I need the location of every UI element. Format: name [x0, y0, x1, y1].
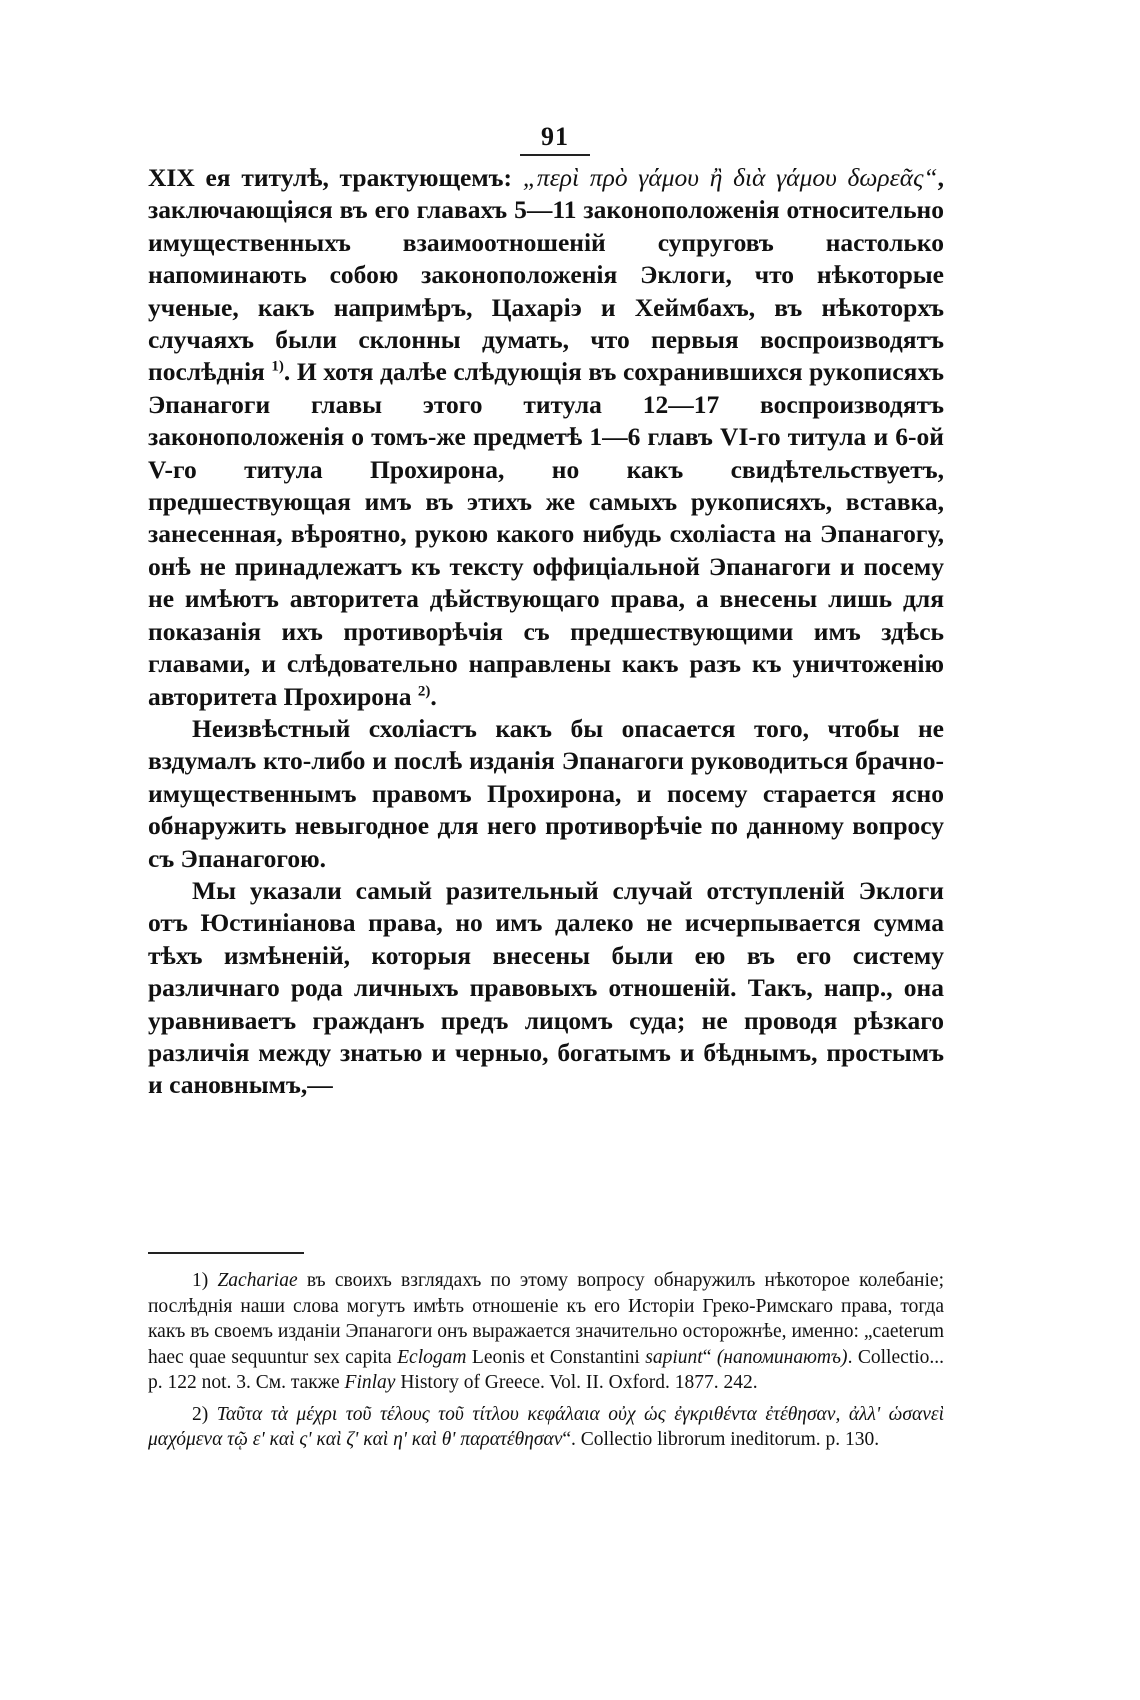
footnotes [148, 1268, 944, 1453]
footnote-separator [148, 1252, 304, 1254]
footnote-1 [148, 1268, 944, 1396]
paragraph-text-segment: . [430, 681, 437, 711]
paragraph-3 [148, 875, 944, 1102]
footnote-text-segment: . Collectio... p. 122 not. 3. См. также [148, 1346, 944, 1393]
page-number: 91 [541, 122, 569, 151]
page-number-underline [520, 154, 590, 156]
paragraph-text-segment: , заключающіяся въ его главахъ 5—11 законоположенія относительно имущественныхъ взаимоотношеній супруговъ настолько напоминають собою законоположенія Эклоги, что нѣкоторые ученые, какъ напримѣръ, Цахаріэ и Хеймбахъ, въ нѣкоторхъ случаяхъ были склонны думать, что первыя воспроизводятъ послѣднія [148, 163, 944, 387]
paragraph-text-segment: 1) [271, 358, 284, 375]
paragraph-text-segment: XIX ея титулѣ, трактующемъ: [148, 163, 523, 192]
footnote-text-segment: въ своихъ взглядахъ по этому вопросу обнаружилъ нѣкоторое колебаніе; послѣднія наши слова могутъ имѣть отношеніе къ его Исторіи Греко-Римскаго права, тогда какъ въ своемъ изданіи Эпанагоги онъ выражается значительно осторожнѣе, именно: „caeterum haec quae sequuntur sex capita [148, 1270, 944, 1368]
paragraph-text-segment: „περὶ πρὸ γάμου ἢ διὰ γάμου δωρεᾶς“ [522, 163, 938, 192]
footnote-text-segment: 1) [192, 1270, 218, 1291]
footnote-text-segment: Leonis et Constantini [466, 1346, 646, 1368]
paragraph-1 [148, 162, 944, 713]
footnote-text-segment: “. Collectio librorum ineditorum. p. 130. [562, 1429, 880, 1450]
paragraph-2 [148, 713, 944, 875]
footnote-text-segment: (напоминаютъ) [716, 1346, 848, 1368]
footnote-text-segment: “ [702, 1346, 717, 1368]
paragraph-text-segment: 2) [417, 683, 431, 699]
paragraph-text-segment: Неизвѣстный схоліастъ какъ бы опасается того, чтобы не вздумалъ кто-либо и послѣ изданія Эпанагоги руководиться брачно-имущественнымъ правомъ Прохирона, и посему старается ясно обнаружить невыгодное для него противорѣчіе по данному вопросу съ Эпанагогою. [148, 713, 944, 873]
footnote-text-segment: History of Greece. Vol. II. Oxford. 1877. 242. [395, 1372, 758, 1393]
footnote-text-segment: sapiunt [645, 1346, 703, 1368]
footnote-text-segment: Finlay [344, 1372, 396, 1393]
footnote-text-segment: 2) [192, 1403, 217, 1425]
footnote-2 [148, 1402, 944, 1453]
paragraph-text-segment: Мы указали самый разительный случай отступленій Эклоги отъ Юстиніанова права, но имъ далеко не исчерпывается сумма тѣхъ измѣненій, которыя внесены были ею въ его систему различнаго рода личныхъ правовыхъ отношеній. Такъ, напр., она уравниваетъ гражданъ предъ лицомъ суда; не проводя рѣзкаго различія между знатью и черныо, богатымъ и бѣднымъ, простымъ и сановнымъ,— [148, 875, 944, 1100]
footnote-text-segment: Zachariae [217, 1270, 298, 1291]
footnote-text-segment: Eclogam [397, 1346, 467, 1368]
main-text [148, 162, 944, 1102]
paragraph-text-segment: . И хотя далѣе слѣдующія въ сохранившихся рукописяхъ Эпанагоги главы этого титула 12—17 воспроизводятъ законоположенія о томъ-же предметѣ 1—6 главъ VI-го титула и 6-ой V-го титула Прохирона, но какъ свидѣтельствуетъ, предшествующая имъ въ этихъ же самыхъ рукописяхъ, вставка, занесенная, вѣроятно, рукою какого нибудь схоліаста на Эпанагогу, онѣ не принадлежатъ къ тексту оффиціальной Эпанагоги и посему не имѣютъ авторитета дѣйствующаго права, а внесены лишь для показанія ихъ противорѣчія съ предшествующими имъ здѣсь главами, и слѣдовательно направлены какъ разъ къ уничтоженію авторитета Прохирона [148, 357, 944, 711]
footnote-text-segment: Ταῦτα τὰ μέχρι τοῦ τέλους τοῦ τίτλου κεφάλαια οὐχ ὡς ἐγκριθέντα ἐτέθησαν, ἀλλ' ὡσανεὶ μαχόμενα τῷ ε' καὶ ς' καὶ ζ' καὶ η' καὶ θ' παρατέθησαν [148, 1403, 944, 1450]
